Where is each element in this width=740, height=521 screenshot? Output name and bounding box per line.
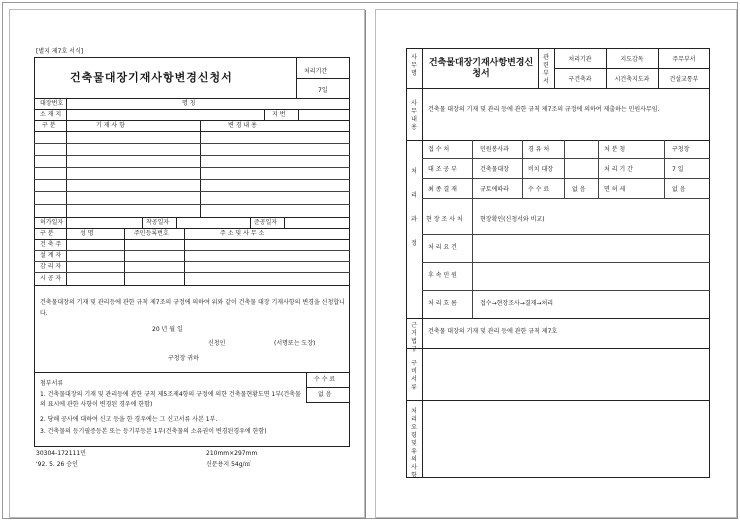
application-form-page	[9, 9, 365, 518]
authority-value: 구청장	[672, 146, 690, 153]
fee-value: 없 음	[318, 391, 332, 398]
form-title: 건축물대장기재사항변경신청서	[70, 71, 233, 84]
form-number: [별지 제7호 서식]	[36, 48, 84, 55]
document-viewer	[2, 2, 738, 519]
completion-date-label: 준공일자	[254, 219, 278, 226]
period-label: 처리기간	[304, 68, 328, 75]
attachment-2: 2. 당해 공사에 대하여 신고 등을 한 경우에는 그 신고서류 사본 1부.	[40, 416, 218, 423]
footer-paper: 신문용지 54g/㎡	[206, 461, 251, 468]
person-category-header: 구 분	[40, 230, 54, 237]
change-header: 변 경 내 용	[228, 122, 257, 129]
coop-org-value: 건설교통부	[669, 76, 699, 83]
dept-label: 관 련 부 서	[543, 54, 549, 85]
office-content: 건축물 대장의 기재 및 관리 등에 관한 규칙 제7조의 규정에 의하여 제출하는 민원사무임.	[428, 106, 660, 113]
footer-code: 30304-172111민	[36, 450, 86, 457]
address-label: 소 재 지	[40, 111, 62, 118]
final-approval-value: 규토에따라	[480, 186, 509, 193]
name-label: 명 칭	[182, 100, 196, 107]
fee-value-r: 없 음	[572, 186, 586, 193]
supervisor-label: 감 리 자	[40, 263, 62, 270]
site-inspection-label: 현 장 조 사 처	[426, 216, 463, 223]
footer-size: 210mm×297mm	[206, 450, 258, 457]
person-id-header: 주민등록번호	[134, 230, 169, 237]
process-label: 처 리 과 정	[411, 168, 417, 247]
guide-title: 건축물대장기재사항변경신청서	[428, 58, 534, 79]
attachments-title: 첨부서류	[40, 380, 64, 387]
application-statement: 건축물대장의 기재 및 관리등에 관한 규칙 제7조의 규정에 의하여 위와 같이 건축물 대장 기재사항의 변경을 신청합니다.	[40, 299, 345, 317]
final-approval-label: 최 종 결 재	[428, 186, 457, 193]
person-address-header: 주 소 및 사 무 소	[220, 230, 265, 237]
footer-approval: '92. 5. 26 승인	[36, 461, 78, 468]
attachment-1: 1. 건축물대장의 기재 및 관리등에 관한 규칙 제5조제4항의 규정에 의한 건축물현황도면 1부(건축물의 표시에 관한 사항이 변경된 경우에 한함)	[40, 391, 301, 408]
law-label: 근거법규	[411, 322, 417, 353]
signature-note: (서명또는 도장)	[274, 340, 316, 347]
via-label: 경 유 처	[528, 146, 550, 153]
requirements-label: 처 리 요 건	[428, 244, 457, 251]
site-inspection-value: 현장확인(신청서와 비교)	[480, 216, 545, 223]
intake-label: 접 수 처	[428, 146, 450, 153]
form-table	[34, 57, 350, 447]
fee-label-r: 수 수 료	[528, 186, 550, 193]
proc-org-header: 처리기관	[568, 56, 592, 63]
person-name-header: 성 명	[80, 230, 94, 237]
proc-org-value: 구건축과	[568, 76, 592, 83]
guide-org-header: 지도감독	[620, 56, 644, 63]
required-docs-label: 구비서류	[411, 360, 417, 391]
reference-label: 대 조 공 부	[428, 166, 457, 173]
content-label: 사무내용	[411, 100, 417, 131]
fee-label: 수 수 료	[314, 376, 336, 383]
register-label: 비치 대장	[528, 166, 554, 173]
applicant-label: 신청인	[208, 340, 226, 347]
entry-header: 기 재 사 항	[96, 122, 125, 129]
flow-label: 처 리 흐 름	[428, 300, 457, 307]
category-header: 구 분	[42, 122, 56, 129]
guide-org-value: 시건축지도과	[614, 76, 650, 83]
intake-value: 민원봉사과	[480, 146, 509, 153]
reference-value: 건축물대장	[480, 166, 509, 173]
builder-label: 시 공 자	[40, 275, 62, 282]
authority-label: 처 분 청	[604, 146, 626, 153]
period-value-r: 7 일	[672, 166, 684, 173]
start-date-label: 착공일자	[146, 219, 170, 226]
attachment-3: 3. 건축물의 등기필증등본 또는 등기부등본 1부(건축물의 소유권이 변경된경우에 한함)	[40, 428, 267, 435]
designer-label: 설 계 자	[40, 252, 62, 259]
notes-label: 처리요령및유의사항	[411, 408, 417, 479]
law-text: 건축물 대장의 기재 및 관리 등에 관한 규칙 제7호	[428, 328, 558, 335]
followup-label: 후 속 민 원	[428, 272, 457, 279]
license-tax-label: 면 허 세	[604, 186, 626, 193]
permit-date-label: 허가일자	[40, 219, 64, 226]
date-line: 20 년 월 일	[152, 326, 183, 333]
office-name-label: 사 무 명	[411, 54, 417, 77]
recipient: 구청장 귀하	[168, 355, 199, 362]
ledger-no-label: 대장번호	[40, 100, 64, 107]
processing-guide-page	[375, 9, 737, 518]
coop-org-header: 주무부서	[672, 56, 696, 63]
lot-label: 지 번	[272, 111, 286, 118]
flow-value: 접수→현장조사→결재→처리	[480, 300, 554, 307]
license-tax-value: 없 음	[672, 186, 686, 193]
owner-label: 건 축 주	[40, 241, 62, 248]
period-value: 7일	[318, 87, 328, 94]
period-label-r: 처 리 기 간	[604, 166, 633, 173]
